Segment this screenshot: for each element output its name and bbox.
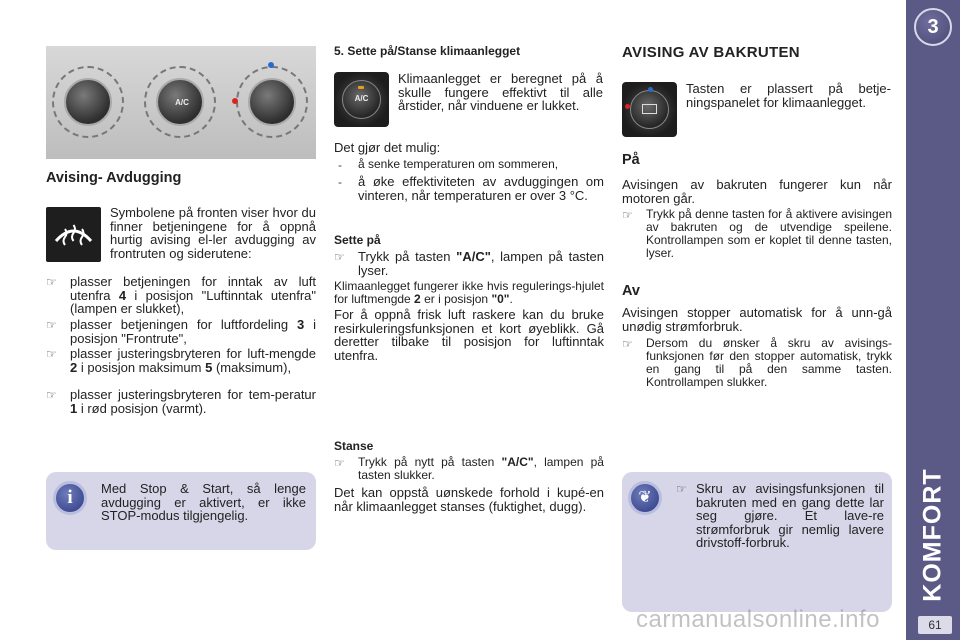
rear-defrost-intro: Tasten er plassert på betje-ningspanelet for klimaanlegget. [686, 81, 891, 110]
rear-off-heading: Av [622, 283, 640, 299]
blue-indicator-icon [648, 87, 653, 92]
ac-off-heading: Stanse [334, 439, 374, 453]
finger-icon: ☞ [46, 318, 57, 332]
rear-defrost-knob [248, 78, 296, 126]
red-indicator-icon [232, 98, 238, 104]
ac-fresh-air: For å oppnå frisk luft raskere kan du bruke resirkuleringsfunksjonen et kort øyeblikk. Gå deretter tilbake til posisjon for luftinntak utenfra. [334, 307, 604, 363]
rear-defrost-heading: AVISING AV BAKRUTEN [622, 44, 800, 61]
info-icon: i [53, 481, 87, 515]
chapter-label: KOMFORT [918, 468, 947, 602]
rear-on-text: Avisingen av bakruten fungerer kun når motoren går. [622, 177, 892, 206]
blue-indicator-icon [268, 62, 274, 68]
finger-icon: ☞ [334, 250, 345, 264]
ac-button-thumbnail: A/C [334, 72, 389, 127]
ac-off-warning: Det kan oppstå uønskede forhold i kupé-en når klimaanlegget stanses (fuktighet, dugg). [334, 485, 604, 514]
chapter-number: 3 [927, 16, 939, 38]
recirculation-knob [64, 78, 112, 126]
ac-note: Klimaanlegget fungerer ikke hvis regulerings-hjulet for luftmengde 2 er i posisjon "0". [334, 279, 604, 306]
ac-knob: A/C [156, 78, 204, 126]
ac-indicator-icon [358, 86, 364, 89]
eco-leaf-icon: ❦ [628, 481, 662, 515]
finger-icon: ☞ [46, 388, 57, 402]
rear-window-icon [642, 104, 657, 114]
finger-icon: ☞ [46, 275, 57, 289]
rear-defrost-button-thumbnail [622, 82, 677, 137]
defrost-intro: Symbolene på fronten viser hvor du finner betjeningene for å oppnå hurtig avising el-ler avdugging av frontruten og siderutene: [110, 205, 316, 261]
finger-icon: ☞ [46, 347, 57, 361]
finger-icon: ☞ [622, 337, 633, 351]
info-text: Med Stop & Start, så lenge avdugging er aktivert, er ikke STOP-modus tilgjengelig. [101, 481, 306, 524]
windscreen-defrost-icon [46, 207, 101, 262]
defrost-heading: Avising- Avdugging [46, 170, 182, 186]
ac-heading: 5. Sette på/Stanse klimaanlegget [334, 44, 521, 58]
ac-possible: Det gjør det mulig: [334, 140, 441, 155]
watermark: carmanualsonline.info [636, 606, 880, 633]
rear-off-text: Avisingen stopper automatisk for å unn-gå unødig strømforbruk. [622, 305, 892, 334]
finger-icon: ☞ [334, 456, 345, 470]
chapter-badge [914, 8, 952, 46]
finger-icon: ☞ [676, 482, 687, 496]
red-indicator-icon [625, 104, 630, 109]
ac-intro: Klimaanlegget er beregnet på å skulle fungere effektivt til alle årstider, når vinduene er lukket. [398, 71, 603, 114]
climate-control-photo [46, 46, 316, 159]
finger-icon: ☞ [622, 208, 633, 222]
rear-on-heading: På [622, 152, 640, 168]
ac-on-heading: Sette på [334, 233, 381, 247]
page-number: 61 [918, 616, 952, 634]
